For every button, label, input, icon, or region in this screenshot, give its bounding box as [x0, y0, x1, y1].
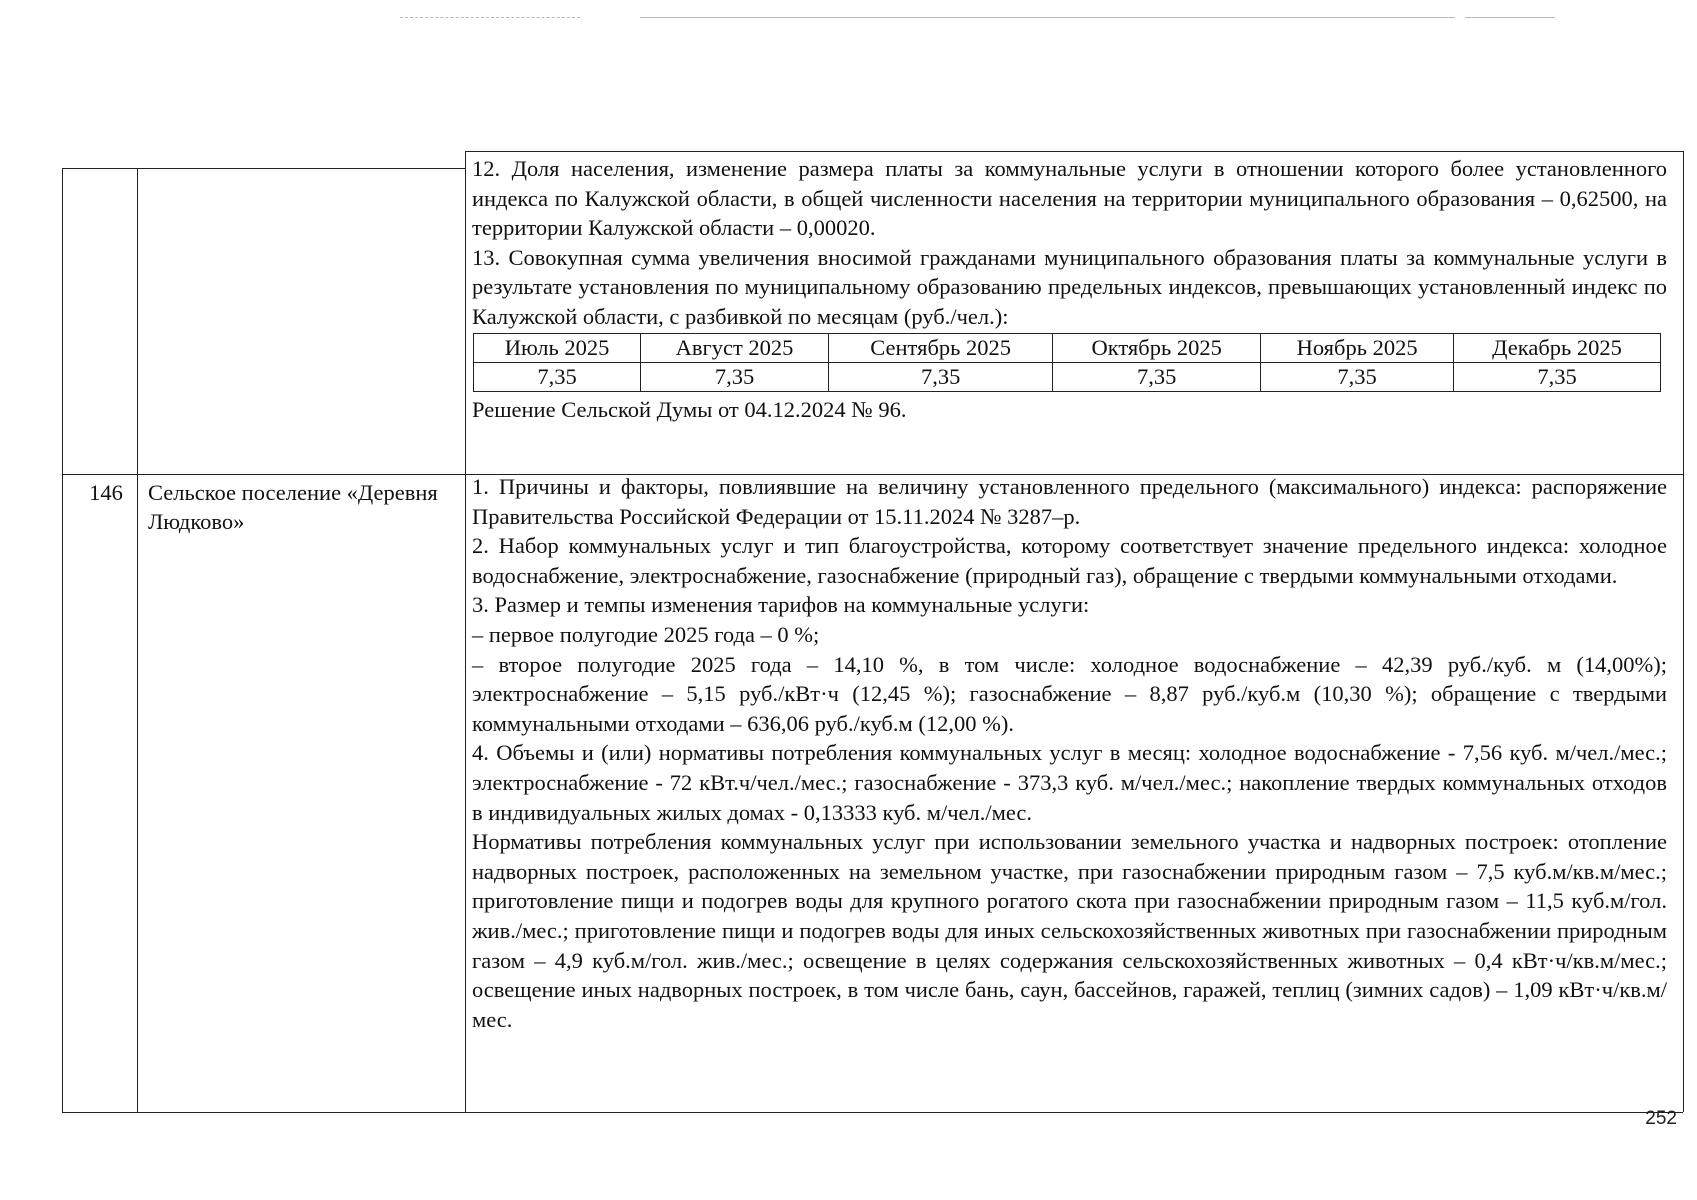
- paragraph-1: 1. Причины и факторы, повлиявшие на величину установленного предельного (максимального) индекса: распоряжение Правительства Российской Федерации от 15.11.2024 № 3287–р.: [472, 474, 1667, 529]
- document-table: [62, 156, 1683, 1112]
- paragraph-norms: Нормативы потребления коммунальных услуг при использовании земельного участка и надворных построек: отопление надворных построек, расположенных на земельном участке, при газоснабжении природным газом – 7,5 куб.м/кв.м/мес.; приготовление пищи и подогрев воды для крупного рогатого скота при газоснабжении природным газом – 11,5 куб.м/гол. жив./мес.; приготовление пищи и подогрев воды для иных сельскохозяйственных животных при газоснабжении природным газом – 4,9 куб.м/гол. жив./мес.; освещение в целях содержания сельскохозяйственных животных – 0,4 кВт·ч/кв.м/мес.; освещение иных надворных построек, в том числе бань, саун, бассейнов, гаражей, теплиц (зимних садов) – 1,09 кВт·ч/кв.м/мес.: [472, 829, 1667, 1032]
- month-header: Июль 2025: [474, 333, 641, 362]
- months-value-row: [474, 362, 1661, 391]
- decision-line: Решение Сельской Думы от 04.12.2024 № 96.: [472, 396, 907, 422]
- column-divider-2: [465, 151, 466, 1112]
- month-header: Октябрь 2025: [1053, 333, 1261, 362]
- paragraph-3-first-half: – первое полугодие 2025 года – 0 %;: [472, 621, 820, 647]
- month-header: Сентябрь 2025: [829, 333, 1053, 362]
- month-header: Август 2025: [641, 333, 829, 362]
- table-top-border-right: [465, 151, 1683, 152]
- paragraph-2: 2. Набор коммунальных услуг и тип благоустройства, которому соответствует значение предельного индекса: холодное водоснабжение, электроснабжение, газоснабжение (природный газ), обращение с твердыми коммунальными отходами.: [472, 533, 1667, 588]
- table-left-border: [62, 168, 63, 1112]
- month-header: Декабрь 2025: [1454, 333, 1661, 362]
- row-prev-content: [472, 154, 1667, 424]
- header-rule-left: [400, 17, 580, 18]
- month-value: 7,35: [1053, 362, 1261, 391]
- month-value: 7,35: [474, 362, 641, 391]
- row-146-content: [472, 472, 1667, 1034]
- paragraph-13: 13. Совокупная сумма увеличения вносимой гражданами муниципального образования платы за коммунальные услуги в результате установления по муниципальному образованию предельных индексов, превышающих установленный индекс по Калужской области, с разбивкой по месяцам (руб./чел.):: [472, 244, 1667, 329]
- paragraph-3: 3. Размер и темпы изменения тарифов на коммунальные услуги:: [472, 592, 1090, 618]
- paragraph-4: 4. Объемы и (или) нормативы потребления коммунальных услуг в месяц: холодное водоснабжение - 7,56 куб. м/чел./мес.; электроснабжение - 72 кВт.ч/чел./мес.; газоснабжение - 373,3 куб. м/чел./мес.; накопление твердых коммунальных отходов в индивидуальных жилых домах - 0,13333 куб. м/чел./мес.: [472, 740, 1667, 825]
- table-bottom-border: [62, 1112, 1683, 1113]
- paragraph-3-second-half: – второе полугодие 2025 года – 14,10 %, в том числе: холодное водоснабжение – 42,39 руб./куб. м (14,00%); электроснабжение – 5,15 руб./кВт·ч (12,45 %); газоснабжение – 8,87 руб./куб.м (10,30 %); обращение с твердыми коммунальными отходами – 636,06 руб./куб.м (12,00 %).: [472, 651, 1667, 736]
- months-table: [473, 333, 1661, 392]
- row-number: 146: [89, 480, 123, 505]
- month-value: 7,35: [829, 362, 1053, 391]
- month-value: 7,35: [1261, 362, 1454, 391]
- header-rule-center: [640, 17, 1455, 18]
- header-rule-right: [1465, 17, 1555, 18]
- month-value: 7,35: [641, 362, 829, 391]
- table-right-border: [1683, 151, 1684, 1112]
- paragraph-12: 12. Доля населения, изменение размера платы за коммунальные услуги в отношении которого более установленного индекса по Калужской области, в общей численности населения на территории муниципального образования – 0,62500, на территории Калужской области – 0,00020.: [472, 156, 1667, 241]
- page-number: 252: [1645, 1108, 1677, 1129]
- municipality-name: Сельское поселение «Деревня Людково»: [148, 480, 438, 534]
- months-header-row: [474, 333, 1661, 362]
- month-value: 7,35: [1454, 362, 1661, 391]
- table-top-border-left: [62, 168, 465, 169]
- month-header: Ноябрь 2025: [1261, 333, 1454, 362]
- column-divider-1: [137, 168, 138, 1112]
